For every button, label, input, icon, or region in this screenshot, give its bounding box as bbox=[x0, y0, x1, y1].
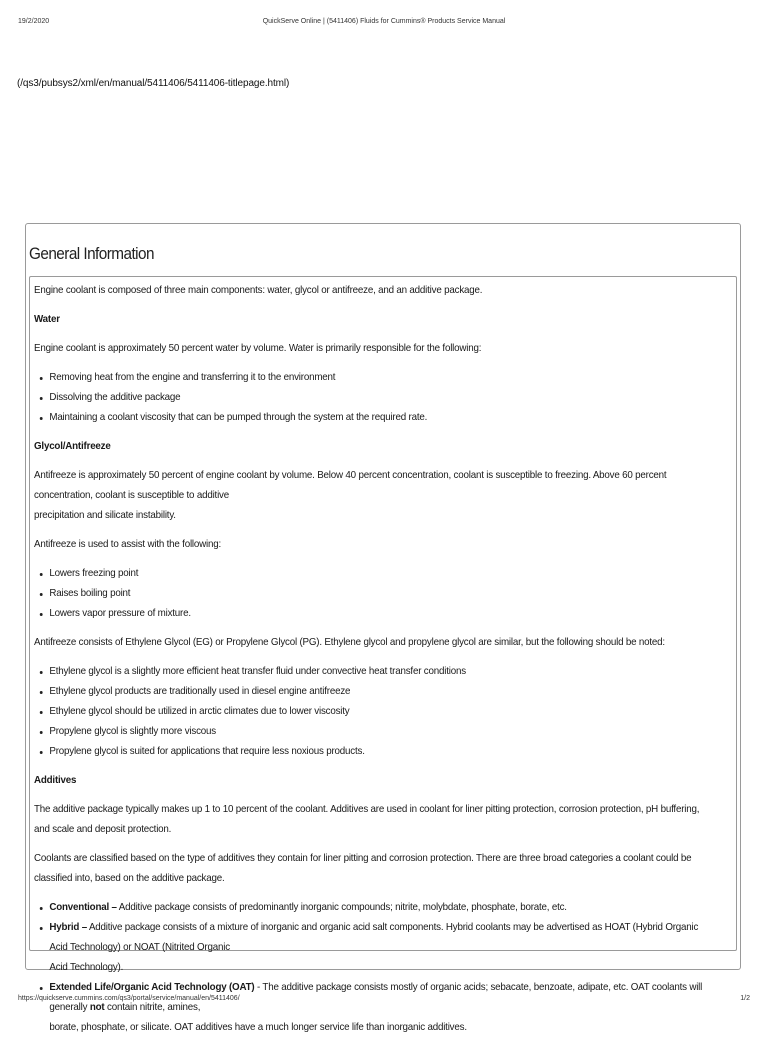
list-item: Propylene glycol is suited for applications that require less noxious products. bbox=[34, 742, 712, 762]
list-item-hybrid bbox=[34, 918, 712, 978]
list-item: Removing heat from the engine and transferring it to the environment bbox=[34, 368, 712, 388]
list-item-conventional bbox=[34, 898, 712, 918]
intro-paragraph: Engine coolant is composed of three main components: water, glycol or antifreeze, and an additive package. bbox=[34, 285, 483, 296]
water-list bbox=[34, 368, 712, 428]
hybrid-text-continued: Acid Technology). bbox=[49, 962, 124, 973]
list-item: Maintaining a coolant viscosity that can be pumped through the system at the required rate. bbox=[34, 408, 712, 428]
print-page-title: QuickServe Online | (5411406) Fluids for Cummins® Products Service Manual bbox=[262, 18, 506, 25]
additives-heading: Additives bbox=[34, 775, 77, 786]
list-item: Lowers freezing point bbox=[34, 564, 712, 584]
glycol-paragraph-line-2: precipitation and silicate instability. bbox=[34, 510, 176, 521]
hybrid-text: Additive package consists of a mixture of inorganic and organic acid salt components. Hybrid coolants may be advertised as HOAT (Hybrid Organic Acid Technology) or NOAT (Nitrited Organic bbox=[49, 922, 699, 953]
section-title: General Information bbox=[29, 244, 154, 263]
oat-not-emphasis: not bbox=[89, 1002, 105, 1013]
glycol-heading: Glycol/Antifreeze bbox=[34, 441, 111, 452]
glycol-types-paragraph: Antifreeze consists of Ethylene Glycol (EG) or Propylene Glycol (PG). Ethylene glycol and propylene glycol are similar, but the following should be noted: bbox=[34, 637, 665, 648]
print-date: 19/2/2020 bbox=[18, 18, 50, 25]
oat-text-line-2: borate, phosphate, or silicate. OAT additives have a much longer service life than inorganic additives. bbox=[49, 1022, 467, 1033]
list-item: Propylene glycol is slightly more viscous bbox=[34, 722, 712, 742]
oat-term: Extended Life/Organic Acid Technology (OAT) bbox=[49, 982, 255, 993]
list-item: Lowers vapor pressure of mixture. bbox=[34, 604, 712, 624]
additives-paragraph: The additive package typically makes up 1 to 10 percent of the coolant. Additives are used in coolant for liner pitting protection, corrosion protection, pH buffering, and scale and deposit protection. bbox=[34, 804, 700, 835]
section-content bbox=[34, 281, 712, 1038]
water-paragraph: Engine coolant is approximately 50 percent water by volume. Water is primarily responsible for the following: bbox=[34, 343, 482, 354]
list-item: Raises boiling point bbox=[34, 584, 712, 604]
water-heading: Water bbox=[34, 314, 60, 325]
coolant-classes-paragraph: Coolants are classified based on the type of additives they contain for liner pitting and corrosion protection. There are three broad categories a coolant could be classified into, based on the additive package. bbox=[34, 853, 692, 884]
list-item: Ethylene glycol should be utilized in arctic climates due to lower viscosity bbox=[34, 702, 712, 722]
glycol-assist-paragraph: Antifreeze is used to assist with the following: bbox=[34, 539, 222, 550]
oat-text-continued: contain nitrite, amines, bbox=[104, 1002, 201, 1013]
conventional-term: Conventional – bbox=[49, 902, 117, 913]
oat-text: - The additive package consists mostly of organic acids; sebacate, benzoate, adipate, etc. OAT coolants will generally bbox=[49, 982, 703, 1013]
manual-link-path[interactable]: (/qs3/pubsys2/xml/en/manual/5411406/5411406-titlepage.html) bbox=[17, 78, 290, 89]
glycol-list bbox=[34, 564, 712, 624]
page-number: 1/2 bbox=[740, 995, 750, 1002]
conventional-text: Additive package consists of predominantly inorganic compounds; nitrite, molybdate, phosphate, borate, etc. bbox=[116, 902, 567, 913]
glycol-paragraph-line-1: Antifreeze is approximately 50 percent of engine coolant by volume. Below 40 percent concentration, coolant is susceptible to freezing. Above 60 percent concentration, coolant is susceptible to additive bbox=[34, 470, 667, 501]
print-footer bbox=[0, 995, 768, 1007]
list-item: Dissolving the additive package bbox=[34, 388, 712, 408]
coolant-classes-list bbox=[34, 898, 712, 1038]
print-header bbox=[0, 18, 768, 30]
list-item-oat bbox=[34, 978, 712, 1038]
list-item: Ethylene glycol is a slightly more efficient heat transfer fluid under convective heat transfer conditions bbox=[34, 662, 712, 682]
list-item: Ethylene glycol products are traditionally used in diesel engine antifreeze bbox=[34, 682, 712, 702]
glycol-notes-list bbox=[34, 662, 712, 762]
hybrid-term: Hybrid – bbox=[49, 922, 87, 933]
print-url: https://quickserve.cummins.com/qs3/portal/service/manual/en/5411406/ bbox=[18, 995, 240, 1002]
